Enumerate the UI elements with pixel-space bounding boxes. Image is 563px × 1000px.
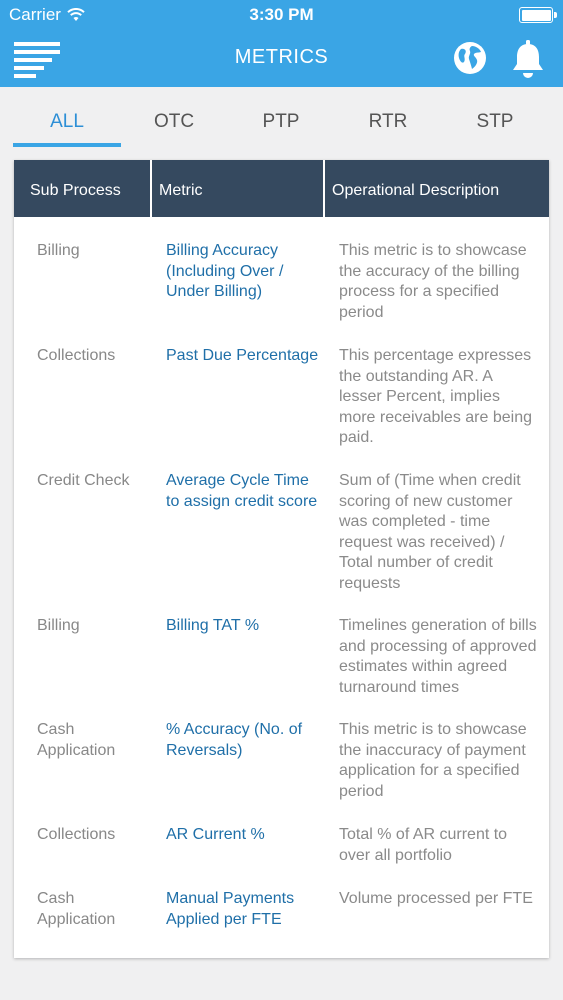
metric-cell: Manual Payments Applied per FTE xyxy=(166,890,295,928)
description-cell: Volume processed per FTE xyxy=(339,890,533,907)
tab-label: PTP xyxy=(262,111,300,132)
description-cell: Sum of (Time when credit scoring of new customer was completed - time request was received) / Total number of credit requests xyxy=(339,472,521,592)
tab-otc[interactable] xyxy=(120,101,228,147)
tab-all[interactable] xyxy=(13,101,121,147)
metric-cell: Billing Accuracy (Including Over / Under Billing) xyxy=(166,242,284,300)
metric-cell: Past Due Percentage xyxy=(166,347,319,364)
status-time: 3:30 PM xyxy=(249,5,314,24)
globe-icon[interactable] xyxy=(452,40,488,76)
tab-label: STP xyxy=(476,111,514,132)
metric-cell: AR Current % xyxy=(166,826,265,843)
metric-cell: % Accuracy (No. of Reversals) xyxy=(166,721,303,759)
app-header xyxy=(0,0,563,87)
active-tab-indicator xyxy=(13,143,121,147)
tab-label: ALL xyxy=(50,111,84,132)
page-title: METRICS xyxy=(234,46,329,68)
tab-bar xyxy=(0,101,563,147)
tab-label: OTC xyxy=(153,111,195,132)
description-cell: This metric is to showcase the accuracy of the billing process for a specified period xyxy=(339,242,527,321)
table-header xyxy=(14,160,549,217)
metric-cell: Billing TAT % xyxy=(166,617,260,634)
metric-cell: Average Cycle Time to assign credit score xyxy=(166,472,318,510)
sub-process-cell: Billing xyxy=(37,617,80,634)
metrics-table xyxy=(14,160,549,958)
bell-icon[interactable] xyxy=(510,39,546,79)
sub-process-cell: Collections xyxy=(37,826,116,843)
status-bar xyxy=(0,0,563,30)
description-cell: Total % of AR current to over all portfolio xyxy=(339,826,508,864)
sub-process-cell: Collections xyxy=(37,347,116,364)
sub-process-cell: Credit Check xyxy=(37,472,130,489)
sub-process-cell: Cash Application xyxy=(37,721,116,759)
carrier-label: Carrier xyxy=(9,5,61,24)
description-cell: This metric is to showcase the inaccuracy of payment application for a specified period xyxy=(339,721,527,800)
description-cell: Timelines generation of bills and processing of approved estimates within agreed turnaround times xyxy=(339,617,537,696)
nav-bar xyxy=(0,30,563,87)
tab-rtr[interactable] xyxy=(334,101,442,147)
tab-label: RTR xyxy=(368,111,408,132)
column-header-metric: Metric xyxy=(159,182,203,199)
tab-stp[interactable] xyxy=(441,101,549,147)
tab-ptp[interactable] xyxy=(227,101,335,147)
sub-process-cell: Cash Application xyxy=(37,890,116,928)
description-cell: This percentage expresses the outstanding AR. A lesser Percent, implies more receivables are being paid. xyxy=(339,347,532,446)
column-header-sub-process: Sub Process xyxy=(30,182,121,199)
sub-process-cell: Billing xyxy=(37,242,80,259)
battery-icon xyxy=(519,7,553,23)
column-header-description: Operational Description xyxy=(332,182,500,199)
